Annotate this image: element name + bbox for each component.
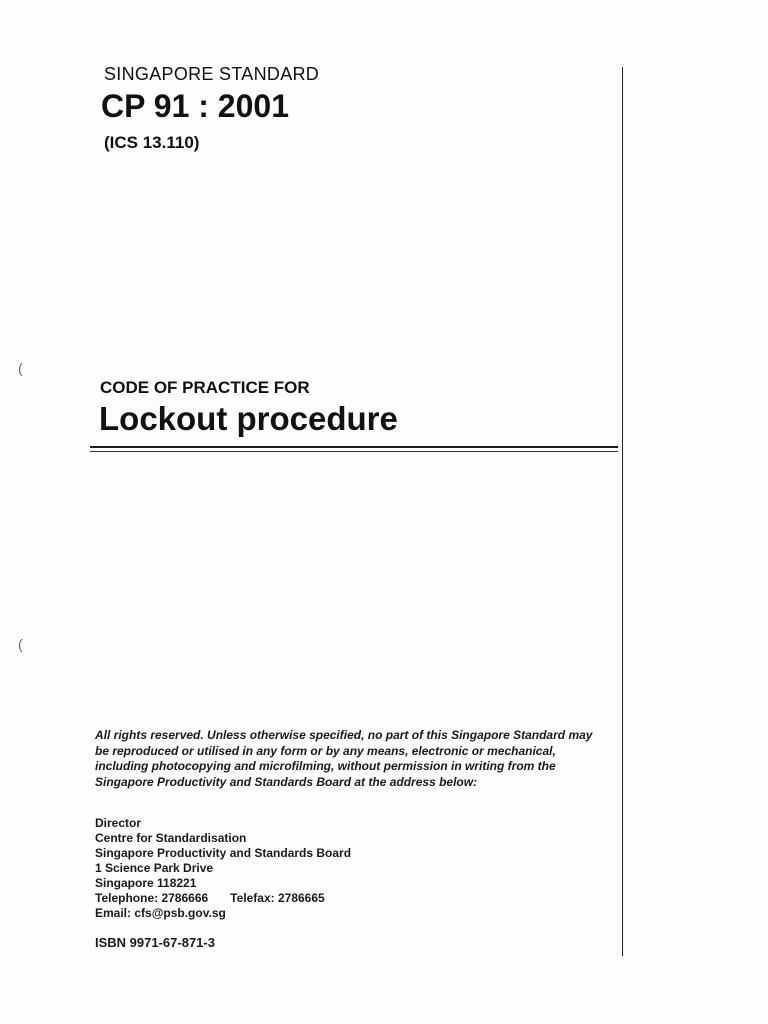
- address-block: [95, 816, 351, 921]
- address-line: 1 Science Park Drive: [95, 861, 214, 875]
- title-prefix: CODE OF PRACTICE FOR: [100, 378, 310, 397]
- scan-mark: (: [18, 360, 23, 376]
- isbn: ISBN 9971-67-871-3: [95, 935, 215, 950]
- address-line: Centre for Standardisation: [95, 831, 247, 845]
- ics-code: (ICS 13.110): [104, 133, 200, 152]
- title-rule: [90, 446, 618, 448]
- standard-number: CP 91 : 2001: [101, 88, 289, 124]
- document-title: Lockout procedure: [99, 400, 398, 437]
- contact-row: [95, 891, 351, 906]
- telephone: Telephone: 2786666: [95, 891, 209, 905]
- telefax: Telefax: 2786665: [230, 891, 325, 905]
- scan-mark: (: [18, 636, 23, 652]
- rights-notice: All rights reserved. Unless otherwise specified, no part of this Singapore Standard may be reproduced or utilised in any form or by any means, electronic or mechanical, including photocopying and microfilming, without permission in writing from the Singapore Productivity and Standards Board at the address below:: [95, 728, 593, 789]
- standard-label: SINGAPORE STANDARD: [104, 64, 320, 84]
- margin-rule: [622, 67, 623, 956]
- email: Email: cfs@psb.gov.sg: [95, 906, 226, 920]
- address-line: Director: [95, 816, 142, 830]
- address-line: Singapore Productivity and Standards Board: [95, 846, 352, 860]
- address-line: Singapore 118221: [95, 876, 197, 890]
- title-rule-thin: [90, 451, 618, 452]
